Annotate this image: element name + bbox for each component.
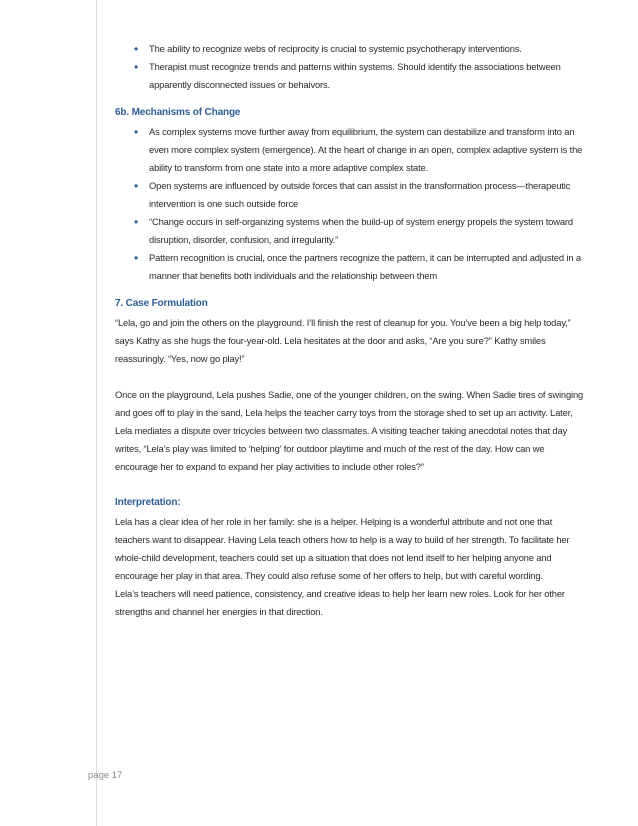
bullet-list-mechanisms bbox=[115, 123, 585, 285]
list-item: • Pattern recognition is crucial, once the partners recognize the pattern, it can be interrupted and adjusted in a manner that benefits both individuals and the relationship between them bbox=[115, 249, 585, 285]
case-paragraph-2: Once on the playground, Lela pushes Sadie, one of the younger children, on the swing. When Sadie tires of swinging and goes off to play in the sand, Lela helps the teacher carry toys from the storage shed to set up an activity. Later, Lela mediates a dispute over tricycles between two classmates. A visiting teacher taking anecdotal notes that day writes, “Lela’s play was limited to ‘helping’ for outdoor playtime and much of the rest of the day. How can we encourage her to expand to expand her play activities to include other roles?” bbox=[115, 389, 584, 472]
section-heading-case-formulation: 7. Case Formulation bbox=[115, 298, 208, 309]
margin-rule bbox=[96, 0, 97, 826]
list-item: • The ability to recognize webs of reciprocity is crucial to systemic psychotherapy interventions. bbox=[115, 40, 585, 58]
section-heading-interpretation: Interpretation: bbox=[115, 497, 181, 508]
interpretation-paragraph-2: Lela’s teachers will need patience, consistency, and creative ideas to help her learn new roles. Look for her other strengths and channel her energies in that direction. bbox=[115, 588, 565, 617]
section-heading-mechanisms-of-change: 6b. Mechanisms of Change bbox=[115, 107, 241, 118]
interpretation-paragraph-1: Lela has a clear idea of her role in her family: she is a helper. Helping is a wonderful attribute and not one that teachers want to disappear. Having Lela teach others how to help is a way to build of her strength. To facilitate her whole-child development, teachers could set up a situation that does not lend itself to her helping anyone and encourage her play in that area. They could also refuse some of her offers to help, but with careful wording. bbox=[115, 516, 570, 581]
list-item: • Open systems are influenced by outside forces that can assist in the transformation process—therapeutic intervention is one such outside force bbox=[115, 177, 585, 213]
list-item: • As complex systems move further away from equilibrium, the system can destabilize and transform into an even more complex system (emergence). At the heart of change in an open, complex adaptive system is the ability to transform from one state into a more adaptive complex state. bbox=[115, 123, 585, 177]
bullet-list-top bbox=[115, 40, 585, 94]
case-paragraph-1: “Lela, go and join the others on the playground. I’ll finish the rest of cleanup for you. You’ve been a big help today,” says Kathy as she hugs the four-year-old. Lela hesitates at the door and asks, “Are you sure?” Kathy smiles reassuringly. “Yes, now go play!” bbox=[115, 317, 571, 364]
list-item: • Therapist must recognize trends and patterns within systems. Should identify the associations between apparently disconnected issues or behaivors. bbox=[115, 58, 585, 94]
page-content bbox=[115, 40, 585, 621]
page-number: page 17 bbox=[88, 770, 123, 781]
list-item: • “Change occurs in self-organizing systems when the build-up of system energy propels the system toward disruption, disorder, confusion, and irregularity.” bbox=[115, 213, 585, 249]
